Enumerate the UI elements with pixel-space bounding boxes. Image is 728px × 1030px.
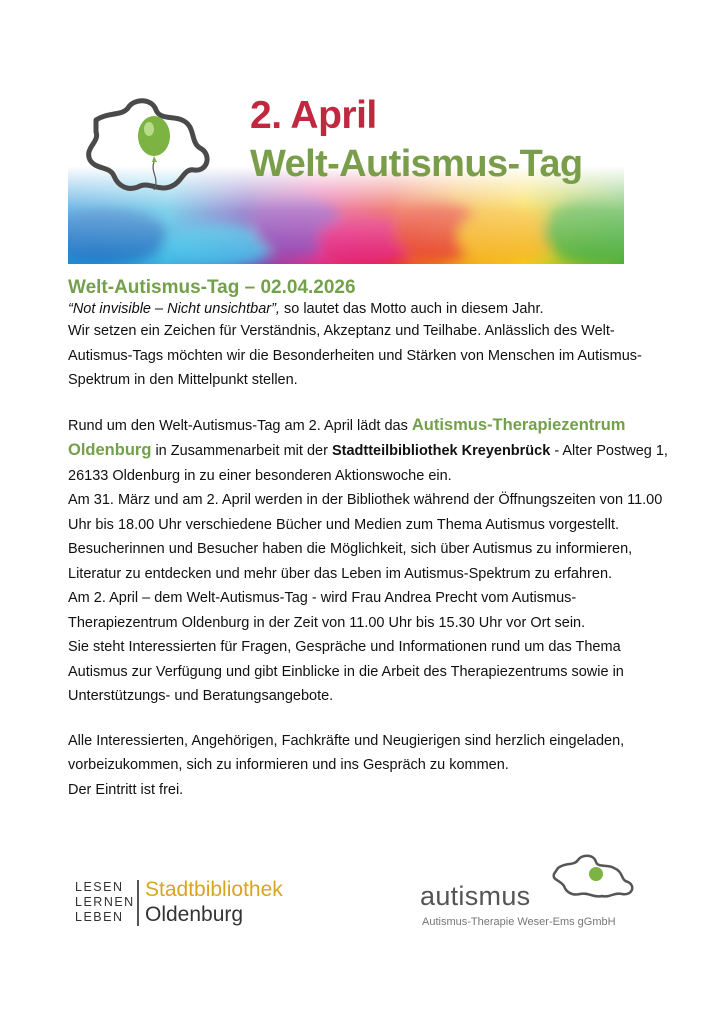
slogan-word: LERNEN xyxy=(75,895,135,909)
paragraph-invitation xyxy=(68,413,668,489)
motto-rest: so lautet das Motto auch in diesem Jahr. xyxy=(279,301,544,317)
motto-quote: “Not invisible – Nicht unsichtbar”, xyxy=(68,301,280,317)
banner-date: 2. April xyxy=(250,94,377,137)
article-body xyxy=(68,276,668,802)
paragraph-info: Sie steht Interessierten für Fragen, Gespräche und Informationen rund um das Thema Autismus zur Verfügung und gibt Einblicke in die Arbeit des Therapiezentrums sowie in Unterstützungs- und Beratungsangebote. xyxy=(68,639,624,704)
invitation-text-c: - Alter Postweg 1, 26133 Oldenburg in zu einer besonderen Aktionswoche ein. xyxy=(68,443,668,484)
autismus-wordmark: autismus xyxy=(420,881,531,911)
stadtbibliothek-logo xyxy=(75,876,335,934)
puzzle-icon xyxy=(548,852,638,898)
autismus-subtitle: Autismus-Therapie Weser-Ems gGmbH xyxy=(422,916,616,928)
article-heading: Welt-Autismus-Tag – 02.04.2026 xyxy=(68,277,356,298)
library-name: Stadtteilbibliothek Kreyenbrück xyxy=(331,443,551,459)
header-banner xyxy=(68,86,624,264)
paragraph-welcome: Alle Interessierten, Angehörigen, Fachkräfte und Neugierigen sind herzlich eingeladen, vorbeizukommen, sich zu informieren und ins Gespräch zu kommen. xyxy=(68,732,625,773)
logo-divider xyxy=(137,880,139,926)
invitation-text-b: in Zusammenarbeit mit der xyxy=(151,443,332,459)
invitation-text-a: Rund um den Welt-Autismus-Tag am 2. April lädt das xyxy=(68,417,412,434)
slogan-word: LESEN xyxy=(75,880,124,894)
paragraph-visit: Am 2. April – dem Welt-Autismus-Tag - wird Frau Andrea Precht vom Autismus-Therapiezentrum Oldenburg in der Zeit von 11.00 Uhr bis 15.30 Uhr vor Ort sein. xyxy=(68,590,586,631)
paragraph-intro: Wir setzen ein Zeichen für Verständnis, Akzeptanz und Teilhabe. Anlässlich des Welt-Autismus-Tags möchten wir die Besonderheiten und Stärken von Menschen im Autismus-Spektrum in den Mittelpunkt stellen. xyxy=(68,323,642,388)
puzzle-balloon-icon xyxy=(78,90,218,200)
library-slogan xyxy=(75,880,135,925)
paragraph-schedule: Am 31. März und am 2. April werden in der Bibliothek während der Öffnungszeiten von 11.00 Uhr bis 18.00 Uhr verschiedene Bücher und Medien zum Thema Autismus vorgestellt. Besucherinnen und Besucher haben die Möglichkeit, sich über Autismus zu informieren, Literatur zu entdecken und mehr über das Leben im Autismus-Spektrum zu erfahren. xyxy=(68,492,663,582)
library-logo-name: Stadtbibliothek xyxy=(145,878,283,901)
slogan-word: LEBEN xyxy=(75,910,124,924)
motto-line xyxy=(68,300,668,319)
paragraph-admission: Der Eintritt ist frei. xyxy=(68,781,184,798)
banner-title: Welt-Autismus-Tag xyxy=(250,143,583,185)
autismus-logo xyxy=(420,852,660,936)
organization-name: Autismus-Therapiezentrum Oldenburg xyxy=(68,415,626,459)
library-logo-city: Oldenburg xyxy=(145,903,244,926)
